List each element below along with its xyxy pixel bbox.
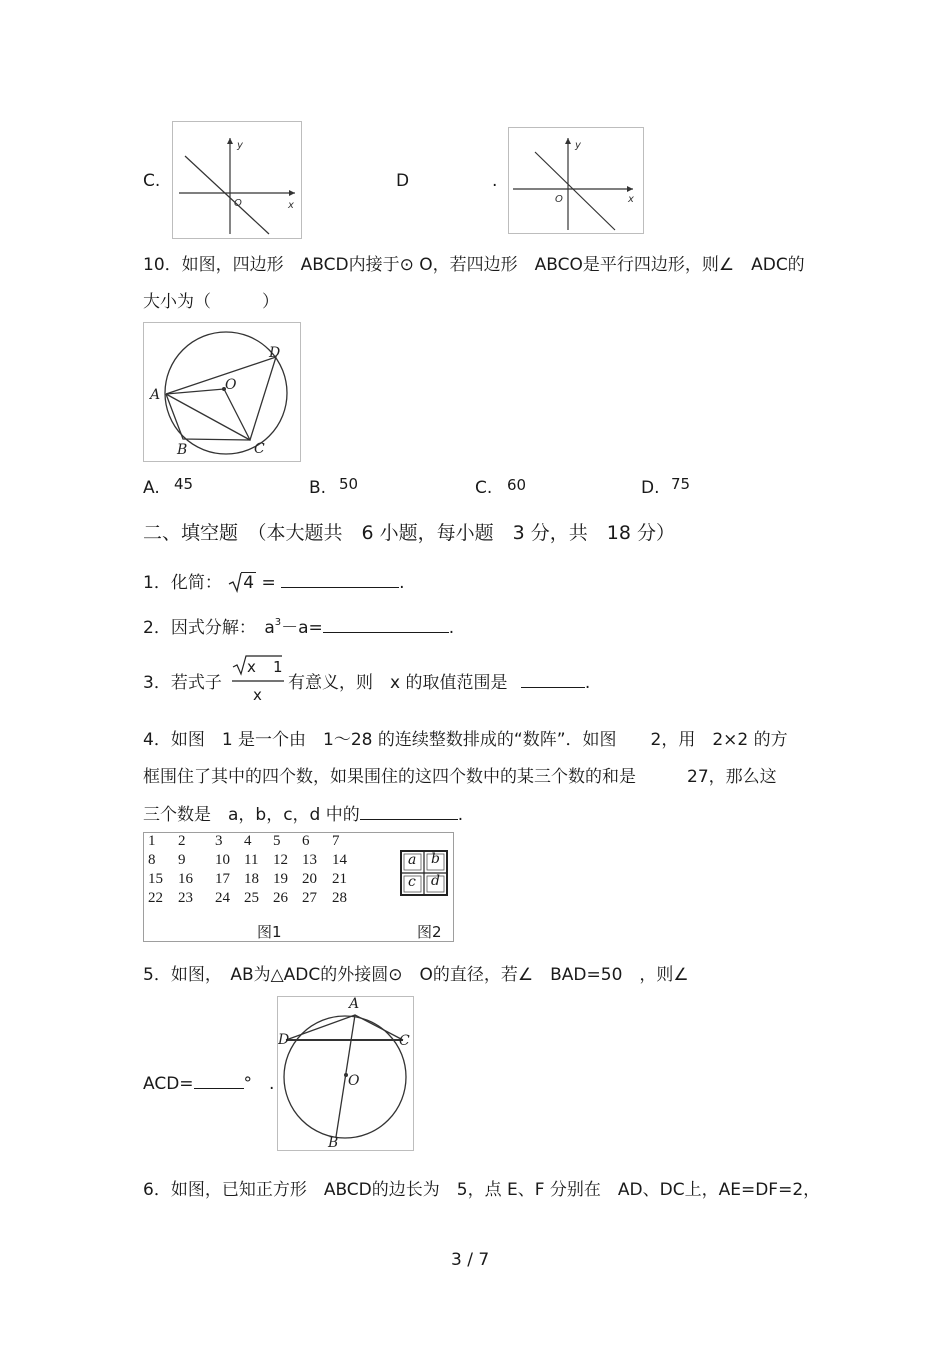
q4-figure bbox=[143, 832, 454, 942]
array-cell: 13 bbox=[302, 852, 317, 868]
label-c: C bbox=[254, 441, 265, 457]
array-cell: 20 bbox=[302, 871, 317, 887]
option-c-graph bbox=[172, 121, 302, 239]
q1-prefix: 1．化简： bbox=[143, 573, 222, 593]
q5-label-c: C bbox=[399, 1033, 410, 1049]
page-number: 3 / 7 bbox=[451, 1250, 490, 1270]
q10-option-b-value: 50 bbox=[339, 475, 359, 493]
x-axis-label: x bbox=[288, 200, 294, 211]
array-cell: 27 bbox=[302, 890, 317, 906]
box-c: c bbox=[408, 874, 416, 890]
array-cell: 3 bbox=[215, 833, 223, 849]
number-array bbox=[144, 833, 384, 923]
q3-rest: 有意义，则 x 的取值范围是 . bbox=[288, 673, 591, 693]
label-d: D bbox=[269, 345, 281, 361]
q2-prefix: 2．因式分解： a bbox=[143, 618, 275, 638]
option-d-label: D bbox=[396, 171, 410, 191]
array-cell: 17 bbox=[215, 871, 230, 887]
label-a: A bbox=[150, 387, 161, 403]
array-cell: 5 bbox=[273, 833, 281, 849]
option-d-graph bbox=[508, 127, 644, 234]
q4-line3: 三个数是 a，b，c，d 中的 . bbox=[143, 805, 464, 825]
q10-option-c-value: 60 bbox=[507, 476, 527, 494]
array-cell: 25 bbox=[244, 890, 259, 906]
q5-line2: ACD= ° . bbox=[143, 1074, 275, 1094]
array-cell: 11 bbox=[244, 852, 259, 868]
array-cell: 28 bbox=[332, 890, 347, 906]
array-cell: 23 bbox=[178, 890, 193, 906]
array-cell: 8 bbox=[148, 852, 156, 868]
label-b: B bbox=[177, 442, 188, 458]
q5-label-a: A bbox=[349, 997, 360, 1012]
origin-label: O bbox=[234, 198, 242, 209]
q1: 1．化简： 4 = . bbox=[143, 573, 405, 593]
fig2-caption: 图2 bbox=[417, 923, 442, 941]
q3-num-x: x bbox=[247, 658, 256, 676]
option-c-label: C. bbox=[143, 171, 161, 191]
array-cell: 16 bbox=[178, 871, 193, 887]
array-cell: 12 bbox=[273, 852, 288, 868]
array-cell: 2 bbox=[178, 833, 186, 849]
svg-text:O: O bbox=[555, 194, 563, 205]
svg-text:y: y bbox=[575, 140, 581, 151]
q5-label-b: B bbox=[328, 1135, 339, 1150]
q3-num-1: 1 bbox=[273, 658, 283, 676]
q10-option-d-label: D. bbox=[641, 478, 660, 498]
q4-answer-blank[interactable] bbox=[360, 803, 458, 820]
q5-answer-blank[interactable] bbox=[194, 1072, 244, 1089]
box-b: b bbox=[431, 851, 440, 867]
q3-fraction bbox=[230, 654, 286, 706]
q2-mid: －a= bbox=[281, 618, 323, 638]
q10-figure bbox=[143, 322, 301, 462]
array-cell: 24 bbox=[215, 890, 230, 906]
array-cell: 18 bbox=[244, 871, 259, 887]
array-cell: 21 bbox=[332, 871, 347, 887]
sqrt-symbol bbox=[241, 573, 256, 593]
q5-label-d: D bbox=[278, 1032, 290, 1048]
q10-option-a-value: 45 bbox=[174, 475, 194, 493]
q4-line1: 4．如图 1 是一个由 1～28 的连续整数排成的“数阵”．如图 2，用 2×2 的方 bbox=[143, 730, 788, 750]
q1-equals: = bbox=[261, 573, 276, 593]
array-cell: 4 bbox=[244, 833, 252, 849]
fig1-caption: 图1 bbox=[257, 923, 282, 941]
q3-answer-blank[interactable] bbox=[521, 671, 585, 688]
q4-line2: 框围住了其中的四个数，如果围住的这四个数中的某三个数的和是 27，那么这 bbox=[143, 767, 777, 787]
array-cell: 7 bbox=[332, 833, 340, 849]
q3-prefix: 3．若式子 bbox=[143, 673, 222, 693]
array-cell: 6 bbox=[302, 833, 310, 849]
array-cell: 9 bbox=[178, 852, 186, 868]
q3-denominator: x bbox=[253, 686, 262, 704]
q1-answer-blank[interactable] bbox=[281, 571, 399, 588]
box-a: a bbox=[408, 852, 417, 868]
section2-title: 二、填空题 （本大题共 6 小题，每小题 3 分，共 18 分） bbox=[143, 522, 675, 544]
q2-exponent: 3 bbox=[274, 617, 282, 628]
q6-line1: 6．如图，已知正方形 ABCD的边长为 5，点 E、F 分别在 AD、DC上，AE=DF=2， bbox=[143, 1180, 821, 1200]
array-cell: 14 bbox=[332, 852, 347, 868]
array-cell: 22 bbox=[148, 890, 163, 906]
q10-line1: 10．如图，四边形 ABCD内接于⊙ O，若四边形 ABCO是平行四边形，则∠ ADC的 bbox=[143, 255, 805, 275]
q3-suffix: 有意义，则 x 的取值范围是 bbox=[288, 673, 508, 693]
q5-label-o: O bbox=[348, 1073, 360, 1089]
array-cell: 1 bbox=[148, 833, 156, 849]
q5-line1: 5．如图， AB为△ADC的外接圆⊙ O的直径，若∠ BAD=50 ，则∠ bbox=[143, 965, 689, 985]
array-cell: 15 bbox=[148, 871, 163, 887]
q10-option-c-label: C. bbox=[475, 478, 493, 498]
q10-option-d-value: 75 bbox=[671, 475, 691, 493]
q10-option-b-label: B. bbox=[309, 478, 327, 498]
svg-text:x: x bbox=[628, 194, 634, 205]
q10-line2: 大小为（ ） bbox=[143, 292, 279, 312]
y-axis-label: y bbox=[237, 140, 243, 151]
box-d: d bbox=[431, 873, 440, 889]
q5-figure bbox=[277, 996, 414, 1151]
q2: 2．因式分解： $a^3-a=$ . bbox=[143, 617, 455, 638]
q1-radicand: 4 bbox=[243, 573, 255, 593]
q2-answer-blank[interactable] bbox=[323, 616, 449, 633]
label-o: O bbox=[225, 377, 237, 393]
q10-option-a-label: A. bbox=[143, 478, 160, 498]
fig2-box bbox=[400, 850, 448, 896]
array-cell: 19 bbox=[273, 871, 288, 887]
array-cell: 26 bbox=[273, 890, 288, 906]
option-d-dot: . bbox=[492, 171, 498, 191]
array-cell: 10 bbox=[215, 852, 230, 868]
